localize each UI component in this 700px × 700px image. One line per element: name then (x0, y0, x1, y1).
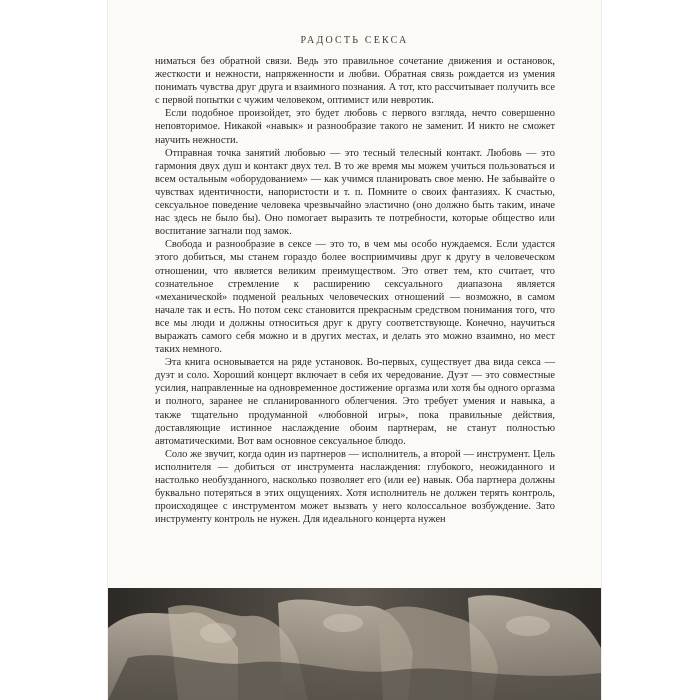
paragraph-5: Эта книга основывается на ряде установок. Во-первых, существует два вида секса — дуэт и соло. Хороший концерт включает в себя их чередование. Дуэт — это совместные усилия, направленные на одновременное достижение оргазма или хотя бы одного оргазма и полного, заранее не спланированного облегчения. Это требует умения и навыка, а также тщательно продуманной «любовной игры», пока правильные действия, доставляющие истинное наслаждение обоим партнерам, не станут полностью автоматическими. Вот вам основное сексуальное блюдо. (155, 357, 555, 447)
paragraph-1: ниматься без обратной связи. Ведь это правильное сочетание движения и остановок, жесткости и нежности, напряженности и любви. Обратная связь рождается из умения понимать чувства друг друга и взаимного познания. А тот, кто рассчитывает получить все с первой попытки с чужим человеком, оптимист или невротик. (155, 56, 555, 107)
sepia-photo-strip (108, 588, 601, 700)
paragraph-3: Отправная точка занятий любовью — это тесный телесный контакт. Любовь — это гармония двух душ и контакт двух тел. В то же время мы можем учиться пользоваться и всем остальным «оборудованием» — как учимся планировать свое меню. Не забывайте о чувствах идентичности, напористости и т. п. Помните о своих фантазиях. К счастью, сексуальное поведение человека чрезвычайно эластично (оно должно быть таким, иначе нас здесь не было бы). Оно помогает выразить те потребности, которые общество или воспитание загнали под замок. (155, 147, 555, 238)
running-head: РАДОСТЬ СЕКСА (300, 35, 409, 46)
photo-illustration (108, 588, 601, 700)
paragraph-2: Если подобное произойдет, это будет любовь с первого взгляда, нечто совершенно неповторимое. Никакой «навык» и разнообразие такого не заменит. И никто не сможет научить нежности. (155, 108, 555, 146)
paragraph-4: Свобода и разнообразие в сексе — это то, в чем мы особо нуждаемся. Если удастся этого добиться, мы станем гораздо более восприимчивы друг к другу в человеческом отношении, что является великим преимуществом. Это ответ тем, кто считает, что сознательное стремление к расширению сексуального диапазона является «механической» подменой реальных человеческих отношений — возможно, в самом начале так и есть. Но потом секс становится прекрасным средством понимания того, что все мы люди и должны относиться друг к другу соответствующе. Конечно, научиться выражать самого себя можно и в других местах, и делать это можно взаимно, но мест таких немного. (155, 239, 555, 356)
body-text (155, 55, 555, 526)
book-page (108, 0, 601, 700)
paragraph-6: Соло же звучит, когда один из партнеров — исполнитель, а второй — инструмент. Цель исполнителя — добиться от инструмента наслаждения: глубокого, неожиданного и настолько необузданного, насколько позволяет его (или ее) навык. Оба партнера должны буквально потеряться в этих ощущениях. Хотя исполнитель не должен терять контроль, происходящее с инструментом может вызвать у него колоссальное возбуждение. Зато инструменту контроль не нужен. Для идеального концерта нужен (155, 448, 555, 526)
